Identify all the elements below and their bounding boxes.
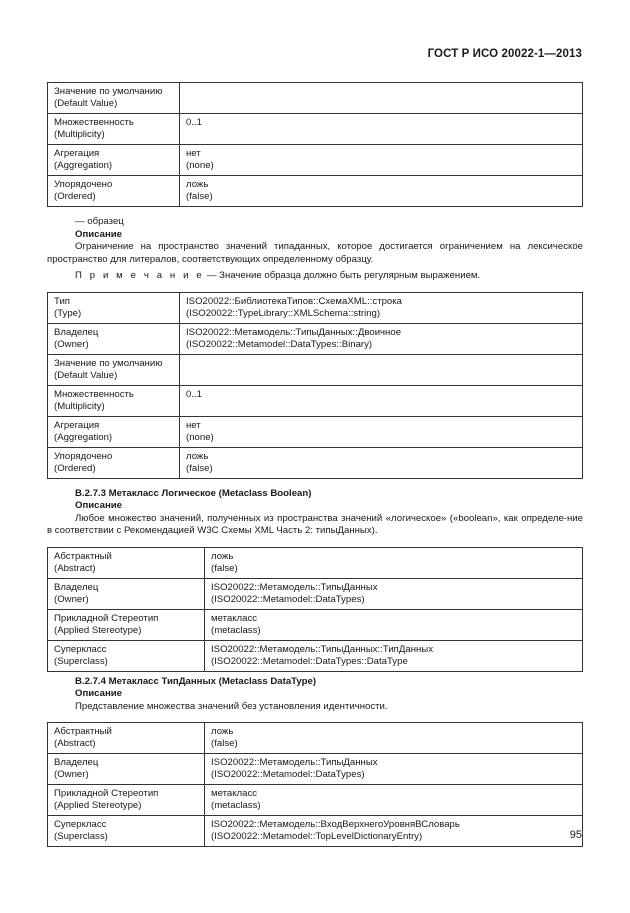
property-name-line: (Abstract) xyxy=(54,738,96,749)
property-value-line: (none) xyxy=(186,431,214,443)
property-value-cell xyxy=(205,816,583,847)
property-value-line: (ISO20022::Metamodel::TopLevelDictionaryEntry) xyxy=(211,831,423,842)
property-value-cell xyxy=(205,609,583,640)
table-row xyxy=(48,292,583,323)
property-value-cell xyxy=(205,785,583,816)
property-name-line: Абстрактный xyxy=(54,550,112,562)
property-name-line: (Multiplicity) xyxy=(54,129,105,140)
property-name-line: (Abstract) xyxy=(54,562,96,574)
property-name-line: Значение по умолчанию xyxy=(54,357,163,369)
property-name-cell xyxy=(48,723,205,754)
property-name-line: (Superclass) xyxy=(54,831,108,842)
property-name-cell xyxy=(48,145,180,176)
property-name-line: (Owner) xyxy=(54,593,89,605)
table-row xyxy=(48,578,583,609)
property-name-cell xyxy=(48,578,205,609)
property-name-line: (Default Value) xyxy=(54,369,118,381)
property-name-line: (Aggregation) xyxy=(54,431,113,443)
property-value-line: метакласс xyxy=(211,612,258,624)
property-table-2 xyxy=(47,292,583,479)
property-value-line: ISO20022::Метамодель::ТипыДанных xyxy=(211,581,378,593)
table-row xyxy=(48,176,583,207)
section-pattern xyxy=(47,216,583,283)
section-datatype xyxy=(47,676,583,714)
table-row xyxy=(48,816,583,847)
page-content xyxy=(47,82,583,847)
property-value-cell xyxy=(180,416,583,447)
property-value-line: ISO20022::Метамодель::ТипыДанных xyxy=(211,757,378,768)
property-name-cell xyxy=(48,354,180,385)
property-name-line: Прикладной Стереотип xyxy=(54,612,159,624)
description-text: Представление множества значений без установления идентичности. xyxy=(75,700,388,712)
property-name-line: Тип xyxy=(54,295,70,307)
property-value-cell xyxy=(205,547,583,578)
description-heading: Описание xyxy=(75,228,122,240)
note-label: П р и м е ч а н и е xyxy=(75,270,205,281)
property-name-cell xyxy=(48,816,205,847)
property-name-line: Суперкласс xyxy=(54,643,107,655)
property-name-cell xyxy=(48,609,205,640)
property-value-line: ложь xyxy=(186,179,209,190)
property-value-cell xyxy=(205,640,583,671)
property-value-line: ложь xyxy=(211,550,234,562)
property-table-1 xyxy=(47,82,583,207)
property-name-line: Множественность xyxy=(54,117,134,128)
section-heading: В.2.7.3 Метакласс Логическое (Metaclass Boolean) xyxy=(75,487,312,499)
property-name-line: (Owner) xyxy=(54,769,89,780)
property-value-cell xyxy=(180,354,583,385)
property-value-cell xyxy=(180,83,583,114)
section-boolean xyxy=(47,488,583,538)
property-name-line: Значение по умолчанию xyxy=(54,86,163,97)
property-name-line: Множественность xyxy=(54,388,134,400)
property-name-cell xyxy=(48,640,205,671)
property-name-cell xyxy=(48,754,205,785)
property-value-line: (false) xyxy=(186,462,213,474)
table-row xyxy=(48,609,583,640)
property-name-line: Владелец xyxy=(54,581,99,593)
property-value-line: (false) xyxy=(186,191,213,202)
property-name-line: (Default Value) xyxy=(54,98,118,109)
property-name-line: Прикладной Стереотип xyxy=(54,788,159,799)
property-name-line: Абстрактный xyxy=(54,726,112,737)
property-name-line: (Multiplicity) xyxy=(54,400,105,412)
note-text: — Значение образца должно быть регулярным выражением. xyxy=(204,270,481,281)
description-heading: Описание xyxy=(75,500,122,511)
property-name-line: (Type) xyxy=(54,307,82,319)
property-value-line: 0..1 xyxy=(186,388,203,400)
property-value-line: (ISO20022::Metamodel::DataTypes::DataType xyxy=(211,655,408,667)
property-value-line: (none) xyxy=(186,160,214,171)
property-name-line: (Applied Stereotype) xyxy=(54,624,142,636)
property-value-line: метакласс xyxy=(211,788,258,799)
property-name-line: Суперкласс xyxy=(54,819,107,830)
table-row xyxy=(48,416,583,447)
property-value-line: (ISO20022::Metamodel::DataTypes) xyxy=(211,593,365,605)
property-name-line: Агрегация xyxy=(54,148,100,159)
property-name-cell xyxy=(48,176,180,207)
note xyxy=(47,270,583,283)
section-heading: В.2.7.4 Метакласс ТипДанных (Metaclass DataType) xyxy=(75,675,317,687)
property-name-cell xyxy=(48,385,180,416)
property-name-cell xyxy=(48,447,180,478)
property-name-cell xyxy=(48,114,180,145)
page-number: 95 xyxy=(569,829,582,841)
property-name-line: Упорядочено xyxy=(54,179,113,190)
property-name-line: (Superclass) xyxy=(54,655,108,667)
description-text: Любое множество значений, полученных из пространства значений «логическое» («boolean», как определе-ние в соответствии с Рекомендацией W3C Схемы XML Часть 2: типыДанных). xyxy=(47,512,583,536)
table-row xyxy=(48,723,583,754)
table-row xyxy=(48,385,583,416)
property-value-cell xyxy=(205,578,583,609)
table-row xyxy=(48,354,583,385)
property-value-cell xyxy=(180,176,583,207)
property-name-cell xyxy=(48,785,205,816)
table-row xyxy=(48,754,583,785)
property-value-line: (false) xyxy=(211,738,238,749)
property-value-line: (false) xyxy=(211,562,238,574)
property-name-cell xyxy=(48,292,180,323)
property-name-line: (Applied Stereotype) xyxy=(54,800,142,811)
pattern-item: — образец xyxy=(75,216,124,227)
property-name-line: Агрегация xyxy=(54,419,100,431)
table-row xyxy=(48,323,583,354)
table-row xyxy=(48,145,583,176)
property-value-line: (ISO20022::Metamodel::DataTypes) xyxy=(211,769,365,780)
table-row xyxy=(48,447,583,478)
property-value-line: ISO20022::БиблиотекаТипов::СхемаXML::строка xyxy=(186,295,403,307)
property-value-line: 0..1 xyxy=(186,117,203,128)
table-row xyxy=(48,547,583,578)
property-name-line: Упорядочено xyxy=(54,450,113,462)
property-value-cell xyxy=(180,292,583,323)
description-heading: Описание xyxy=(75,688,122,699)
document-header: ГОСТ Р ИСО 20022-1—2013 xyxy=(427,48,582,60)
property-table-4 xyxy=(47,722,583,847)
property-value-cell xyxy=(180,385,583,416)
property-value-line: ISO20022::Метамодель::ВходВерхнегоУровняВСловарь xyxy=(211,819,460,830)
property-value-line: (ISO20022::Metamodel::DataTypes::Binary) xyxy=(186,338,373,350)
property-value-cell xyxy=(180,145,583,176)
property-name-cell xyxy=(48,416,180,447)
property-value-line: (metaclass) xyxy=(211,800,261,811)
property-name-line: (Aggregation) xyxy=(54,160,113,171)
property-name-line: Владелец xyxy=(54,326,99,338)
property-name-line: (Owner) xyxy=(54,338,89,350)
property-value-line: (ISO20022::TypeLibrary::XMLSchema::string) xyxy=(186,307,381,319)
property-value-line: нет xyxy=(186,419,201,431)
property-name-cell xyxy=(48,547,205,578)
property-value-line: нет xyxy=(186,148,201,159)
property-name-cell xyxy=(48,323,180,354)
property-value-line: ложь xyxy=(186,450,209,462)
property-value-cell xyxy=(205,754,583,785)
property-value-line: (metaclass) xyxy=(211,624,261,636)
description-text: Ограничение на пространство значений типаданных, которое достигается ограничением на лексическое пространство для литералов, соответствующих определенному образцу. xyxy=(47,241,583,265)
table-row xyxy=(48,83,583,114)
table-row xyxy=(48,640,583,671)
table-row xyxy=(48,114,583,145)
property-name-line: (Ordered) xyxy=(54,191,96,202)
property-value-line: ложь xyxy=(211,726,234,737)
property-value-cell xyxy=(180,447,583,478)
property-value-line: ISO20022::Метамодель::ТипыДанных::Двоичное xyxy=(186,326,402,338)
property-value-line: ISO20022::Метамодель::ТипыДанных::ТипДанных xyxy=(211,643,433,655)
table-row xyxy=(48,785,583,816)
property-name-line: Владелец xyxy=(54,757,99,768)
property-value-cell xyxy=(180,323,583,354)
property-table-3 xyxy=(47,547,583,672)
property-name-cell xyxy=(48,83,180,114)
property-value-cell xyxy=(205,723,583,754)
property-name-line: (Ordered) xyxy=(54,462,96,474)
property-value-cell xyxy=(180,114,583,145)
